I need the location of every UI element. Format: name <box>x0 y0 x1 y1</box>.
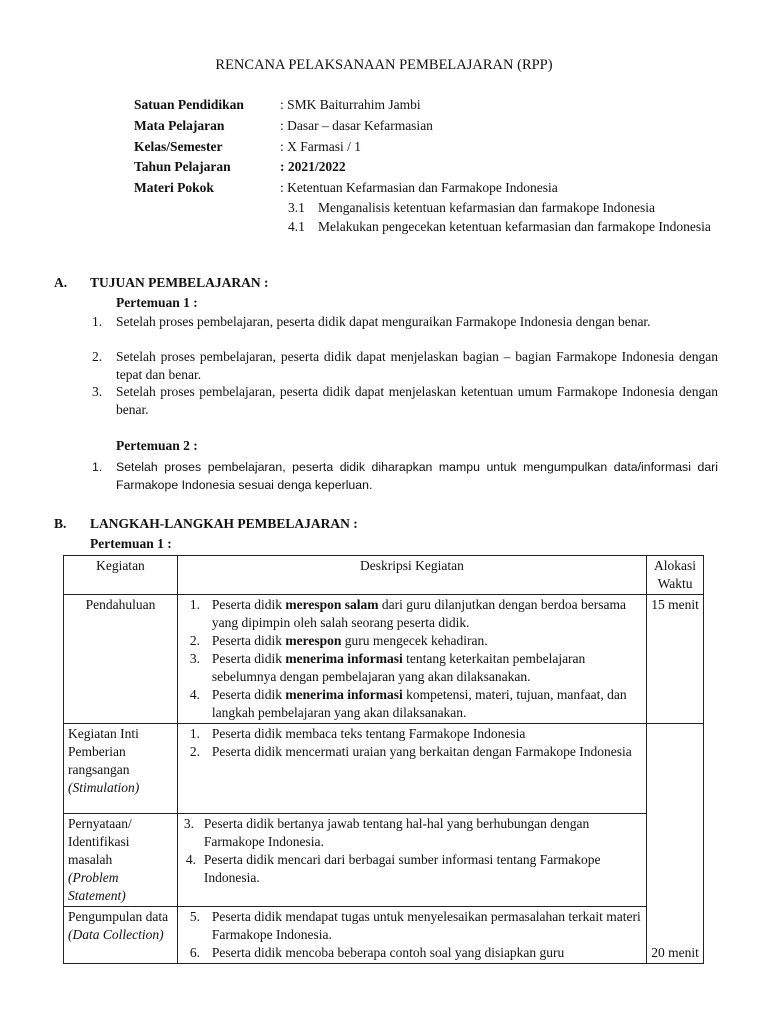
objective-item: Setelah proses pembelajaran, peserta didik diharapkan mampu untuk mengumpulkan data/informasi dari Farmakope Indonesia sesuai denga keperluan. <box>116 460 718 492</box>
activity-description <box>177 814 646 907</box>
activity-label: Pendahuluan <box>64 595 178 724</box>
section-a-title: TUJUAN PEMBELAJARAN : <box>90 275 269 290</box>
activity-label: Pernyataan/ Identifikasi masalah (Problem Statement) <box>64 814 178 907</box>
meeting-2-label: Pertemuan 2 : <box>116 438 198 453</box>
info-label-materi: Materi Pokok <box>134 180 214 195</box>
list-number: 1. <box>92 314 103 329</box>
section-b-title: LANGKAH-LANGKAH PEMBELAJARAN : <box>90 516 358 531</box>
time-allocation: 15 menit <box>647 595 704 724</box>
list-item: 3. Peserta didik menerima informasi tentang keterkaitan pembelajaran sebelumnya dengan pembelajaran yang akan dilaksanakan. <box>189 651 586 684</box>
info-value-tahun: : 2021/2022 <box>280 159 346 174</box>
list-item: 2. Peserta didik mencermati uraian yang berkaitan dengan Farmakope Indonesia <box>189 744 632 759</box>
document-title: RENCANA PELAKSANAAN PEMBELAJARAN (RPP) <box>215 57 553 73</box>
column-header: Alokasi Waktu <box>647 556 704 595</box>
activity-label: Pengumpulan data (Data Collection) <box>64 907 178 964</box>
info-label-kelas: Kelas/Semester <box>134 139 223 154</box>
info-value-materi: : Ketentuan Kefarmasian dan Farmakope Indonesia <box>280 180 558 195</box>
kd-text: Menganalisis ketentuan kefarmasian dan farmakope Indonesia <box>318 200 655 215</box>
objective-item: Setelah proses pembelajaran, peserta didik dapat menguraikan Farmakope Indonesia dengan benar. <box>116 314 651 329</box>
activity-description <box>177 595 646 724</box>
table-row <box>64 814 704 907</box>
meeting-1-label-b: Pertemuan 1 : <box>90 536 172 551</box>
table-row <box>64 595 704 724</box>
kd-number: 3.1 <box>288 200 305 215</box>
info-value-satuan: : SMK Baiturrahim Jambi <box>280 97 421 112</box>
list-number: 1. <box>92 460 103 474</box>
kd-item <box>288 199 718 217</box>
kd-text: Melakukan pengecekan ketentuan kefarmasian dan farmakope Indonesia <box>318 219 711 234</box>
kd-item <box>288 218 718 236</box>
objective-item: Setelah proses pembelajaran, peserta didik dapat menjelaskan ketentuan umum Farmakope Indonesia dengan benar. <box>116 384 718 417</box>
table-row <box>64 724 704 814</box>
list-number: 3. <box>92 384 103 399</box>
column-header: Kegiatan <box>64 556 178 595</box>
list-item: 1. Peserta didik membaca teks tentang Farmakope Indonesia <box>189 726 526 741</box>
list-item: 6. Peserta didik mencoba beberapa contoh soal yang disiapkan guru <box>189 945 565 960</box>
kd-number: 4.1 <box>288 219 305 234</box>
meeting-1-label: Pertemuan 1 : <box>116 295 198 310</box>
list-item: 5. Peserta didik mendapat tugas untuk menyelesaikan permasalahan terkait materi Farmakope Indonesia. <box>189 909 641 942</box>
list-number: 2. <box>92 349 103 364</box>
column-header: Deskripsi Kegiatan <box>177 556 646 595</box>
list-item: 4. Peserta didik menerima informasi kompetensi, materi, tujuan, manfaat, dan langkah pembelajaran yang akan dilaksanakan. <box>189 687 627 720</box>
learning-steps-table <box>63 555 704 964</box>
section-a-letter: A. <box>54 275 68 290</box>
activity-description <box>177 907 646 964</box>
activity-label: Kegiatan Inti Pemberian rangsangan (Stimulation) <box>64 724 178 814</box>
time-allocation: 20 menit <box>647 724 704 964</box>
table-row <box>64 907 704 964</box>
list-item: 4. Peserta didik mencari dari berbagai sumber informasi tentang Farmakope Indonesia. <box>185 852 601 885</box>
section-b-letter: B. <box>54 516 67 531</box>
info-label-satuan: Satuan Pendidikan <box>134 97 244 112</box>
info-label-mapel: Mata Pelajaran <box>134 118 225 133</box>
list-item: 1. Peserta didik merespon salam dari guru dilanjutkan dengan berdoa bersama yang dipimpin oleh salah seorang peserta didik. <box>189 597 626 630</box>
list-item: 2. Peserta didik merespon guru mengecek kehadiran. <box>189 633 488 648</box>
objective-item: Setelah proses pembelajaran, peserta didik dapat menjelaskan bagian – bagian Farmakope Indonesia dengan tepat dan benar. <box>116 349 718 382</box>
info-value-mapel: : Dasar – dasar Kefarmasian <box>280 118 433 133</box>
info-label-tahun: Tahun Pelajaran <box>134 159 231 174</box>
activity-description <box>177 724 646 814</box>
table-header-row <box>64 556 704 595</box>
list-item: 3. Peserta didik bertanya jawab tentang hal-hal yang berhubungan dengan Farmakope Indonesia. <box>183 816 590 849</box>
info-value-kelas: : X Farmasi / 1 <box>280 139 361 154</box>
